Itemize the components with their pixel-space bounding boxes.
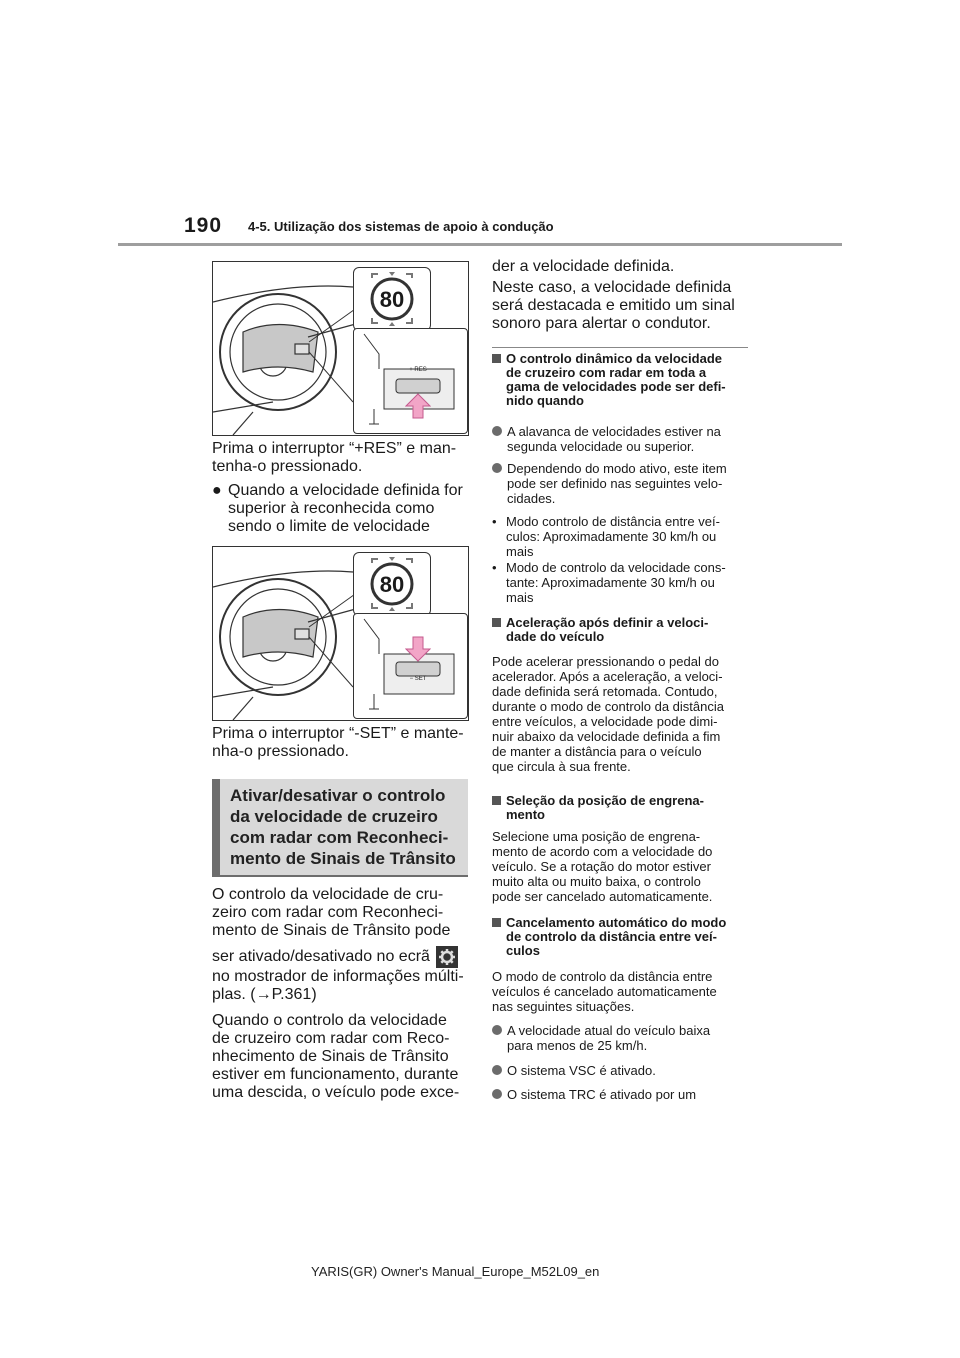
circle-bullet-icon — [492, 426, 502, 436]
paragraph-auto-cancel: O modo de controlo da distância entre veículos é cancelado automaticamente nas seguintes situações. — [492, 969, 717, 1014]
circle-bullet-icon — [492, 1065, 502, 1075]
settings-gear-icon — [436, 946, 458, 968]
paragraph-highlight: Neste caso, a velocidade definida será destacada e emitido um sinal sonoro para alertar o condutor. — [492, 279, 735, 332]
bullet-vsc: O sistema VSC é ativado. — [492, 1063, 754, 1078]
circle-bullet-icon — [492, 463, 502, 473]
switch-callout — [353, 613, 468, 719]
bullet-speed-below: A velocidade atual do veículo baixa para menos de 25 km/h. — [492, 1023, 754, 1053]
square-bullet-icon — [492, 618, 501, 627]
paragraph-continued: der a velocidade definida. — [492, 258, 675, 275]
subheading-gear-selection: Seleção da posição de engrena- mento — [492, 794, 754, 822]
section-heading: Ativar/desativar o controlo da velocidade de cruzeiro com radar com Reconheci- mento de Sinais de Trânsito — [212, 779, 468, 875]
square-bullet-icon — [492, 354, 501, 363]
subheading-full-range: O controlo dinâmico da velocidade de cruzeiro com radar em toda a gama de velocidades pode ser defi- nido quando — [492, 352, 754, 408]
square-bullet-icon — [492, 918, 501, 927]
speed-sign-value: 80 — [379, 572, 405, 597]
bullet-speed-higher: ● Quando a velocidade definida for superior à reconhecida como sendo o limite de velocidade — [212, 482, 463, 535]
subsection-divider — [492, 347, 748, 348]
speed-sign-callout — [353, 552, 431, 616]
subheading-acceleration: Aceleração após definir a veloci- dade do veículo — [492, 616, 754, 644]
page-number: 190 — [184, 214, 223, 237]
dash-bullet: • — [492, 514, 497, 529]
circle-bullet-icon — [492, 1089, 502, 1099]
dash-constant-mode: • Modo de controlo da velocidade cons- tante: Aproximadamente 30 km/h ou mais — [492, 560, 726, 605]
bullet-trc: O sistema TRC é ativado por um — [492, 1087, 754, 1102]
dash-bullet: • — [492, 560, 497, 575]
circle-bullet-icon — [492, 1025, 502, 1035]
bullet-gear: A alavanca de velocidades estiver na segunda velocidade ou superior. — [492, 424, 754, 454]
paragraph-activate: O controlo da velocidade de cru- zeiro com radar com Reconheci- mento de Sinais de Trânsito pode ser ativado/desativado no ecrã no mostrador de informações múlti- plas. (→P.361) — [212, 886, 464, 1003]
bullet-dot: ● — [212, 482, 222, 499]
figure-set-switch — [212, 546, 469, 721]
section-title: 4-5. Utilização dos sistemas de apoio à condução — [248, 219, 554, 234]
dash-distance-mode: • Modo controlo de distância entre veí- culos: Aproximadamente 30 km/h ou mais — [492, 514, 720, 559]
paragraph-acceleration: Pode acelerar pressionando o pedal do acelerador. Após a aceleração, a veloci- dade definida será retomada. Contudo, durante o modo de controlo da distância entre veículos, a velocidade pode dimi- nuir abaixo da velocidade definida a fim de manter a distância para o veículo que circula à sua frente. — [492, 654, 724, 774]
footer-manual-id: YARIS(GR) Owner's Manual_Europe_M52L09_en — [311, 1264, 600, 1279]
instruction-res: Prima o interruptor “+RES” e man- tenha-o pressionado. — [212, 440, 457, 475]
bullet-mode: Dependendo do modo ativo, este item pode ser definido nas seguintes velo- cidades. — [492, 461, 754, 506]
set-switch-label: − SET — [409, 676, 427, 682]
speed-sign-value: 80 — [379, 287, 405, 312]
res-switch-label: + RES — [409, 367, 427, 373]
square-bullet-icon — [492, 796, 501, 805]
press-up-arrow-icon — [405, 393, 431, 419]
heading-underline — [212, 875, 468, 877]
paragraph-gear-selection: Selecione uma posição de engrena- mento de acordo com a velocidade do veículo. Se a rotação do motor estiver muito alta ou muito baixa, o controlo pode ser cancelado automaticamente. — [492, 829, 713, 904]
instruction-set: Prima o interruptor “-SET” e mante- nha-o pressionado. — [212, 725, 464, 760]
switch-callout — [353, 328, 468, 434]
header-divider — [118, 243, 842, 246]
figure-res-switch — [212, 261, 469, 436]
speed-sign-callout — [353, 267, 431, 331]
press-down-arrow-icon — [405, 636, 431, 662]
subheading-auto-cancel: Cancelamento automático do modo de controlo da distância entre veí- culos — [492, 916, 754, 958]
paragraph-descent: Quando o controlo da velocidade de cruzeiro com radar com Reco- nhecimento de Sinais de Trânsito estiver em funcionamento, durante uma descida, o veículo pode exce- — [212, 1012, 460, 1101]
